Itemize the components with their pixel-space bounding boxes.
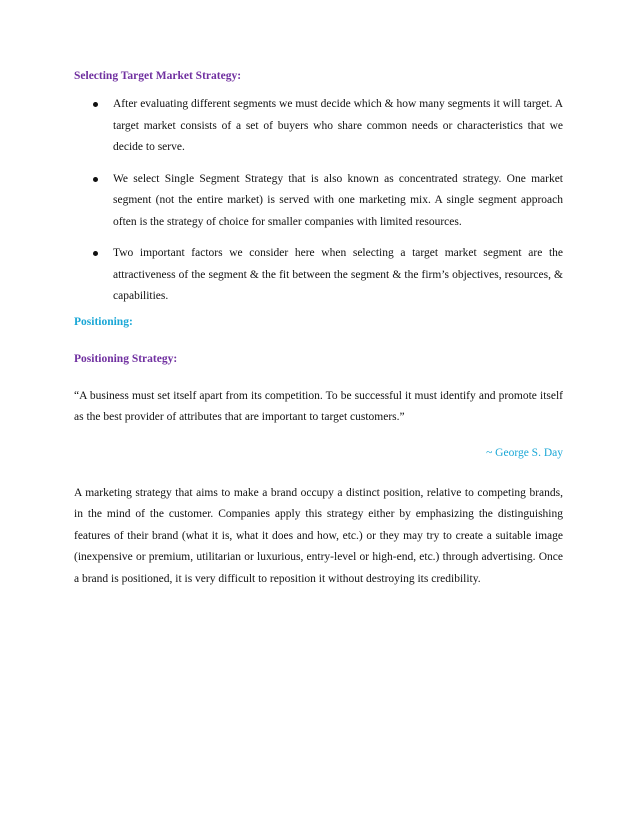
bullet-text: After evaluating different segments we must decide which & how many segments it will target. A target market consists of a set of buyers who share common needs or characteristics that we decide to serve. [113,98,563,153]
quote-paragraph: “A business must set itself apart from its competition. To be successful it must identify and promote itself as the best provider of attributes that are important to target customers.” [74,389,563,423]
bullet-icon [93,102,98,107]
bullet-icon [93,251,98,256]
body-paragraph: A marketing strategy that aims to make a brand occupy a distinct position, relative to competing brands, in the mind of the customer. Companies apply this strategy either by emphasizing the distinguishing features of their brand (what it is, what it does and how, etc.) or they may try to create a suitable image (inexpensive or premium, utilitarian or luxurious, entry-level or high-end, etc.) through advertising. Once a brand is positioned, it is very difficult to reposition it without destroying its credibility. [74,486,563,585]
document-page [74,66,563,590]
bullet-text: We select Single Segment Strategy that is also known as concentrated strategy. One market segment (not the entire market) is served with one marketing mix. A single segment approach often is the strategy of choice for smaller companies with limited resources. [113,172,563,228]
list-item [74,169,563,234]
bullet-list [74,94,563,308]
bullet-text: Two important factors we consider here when selecting a target market segment are the attractiveness of the segment & the fit between the segment & the firm’s objectives, resources, & capabilities. [113,247,563,302]
list-item [74,243,563,308]
list-item [74,94,563,159]
quote-attribution: ~ George S. Day [486,446,563,459]
section-heading-positioning-strategy: Positioning Strategy: [74,352,178,365]
section-heading-target-market-strategy: Selecting Target Market Strategy: [74,70,242,82]
bullet-icon [93,177,98,182]
section-heading-positioning: Positioning: [74,315,133,328]
